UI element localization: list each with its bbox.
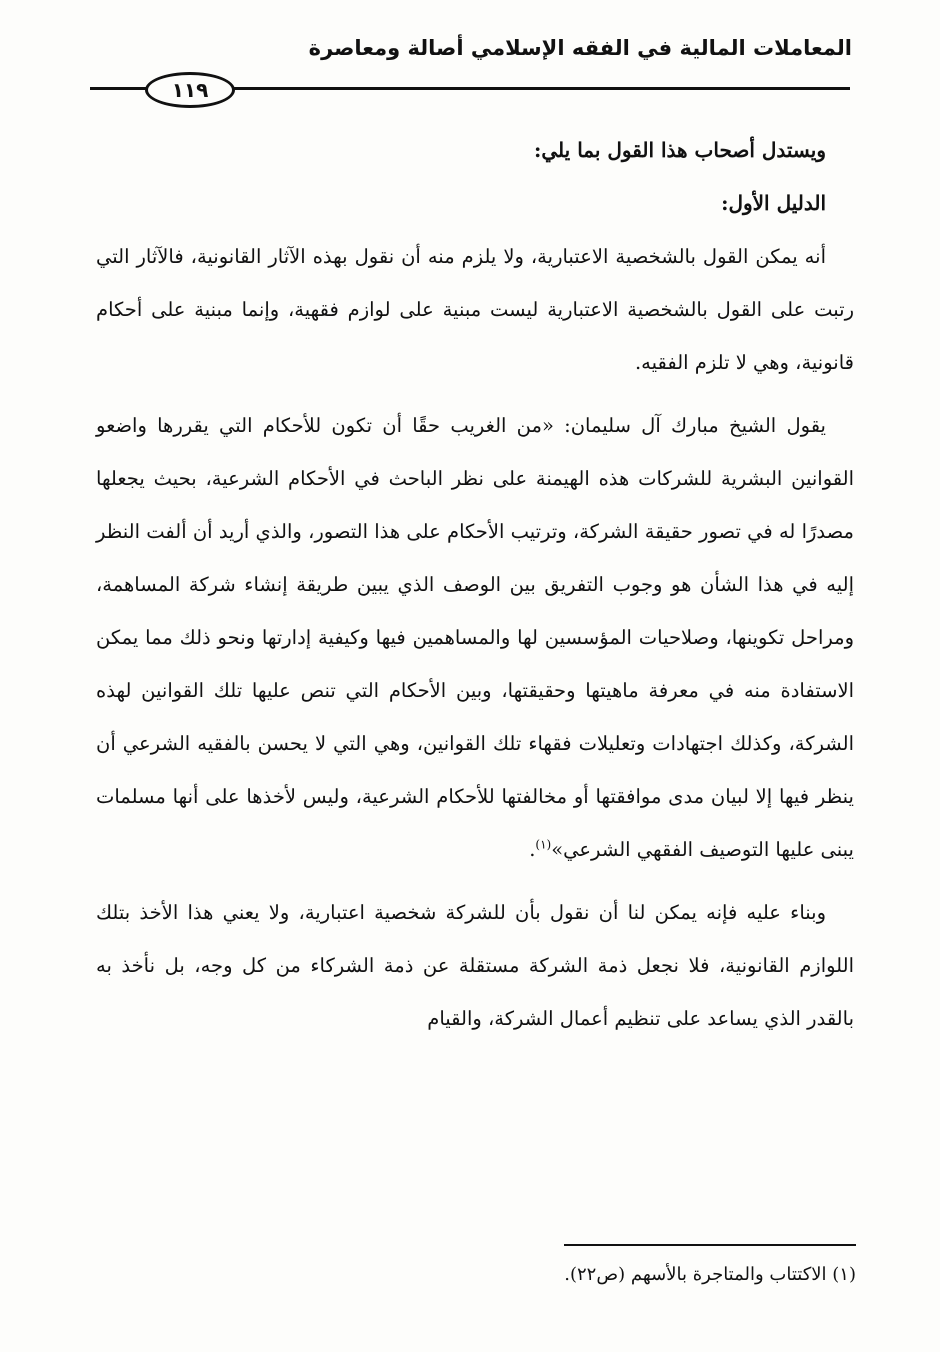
paragraph-2	[96, 399, 854, 876]
paragraph-1: أنه يمكن القول بالشخصية الاعتبارية، ولا يلزم منه أن نقول بهذه الآثار القانونية، فالآثار التي رتبت على القول بالشخصية الاعتبارية ليست مبنية على لوازم فقهية، وإنما مبنية على أحكام قانونية، وهي لا تلزم الفقيه.	[96, 245, 854, 374]
first-evidence-heading: الدليل الأول:	[721, 191, 826, 215]
intro-line: ويستدل أصحاب هذا القول بما يلي:	[533, 138, 826, 162]
paragraph-2-end: .	[529, 838, 536, 861]
footnote-reference[interactable]: (١)	[535, 837, 552, 852]
page-number: ١١٩	[145, 72, 235, 108]
paragraph-2-text: يقول الشيخ مبارك آل سليمان: «من الغريب حقًا أن تكون للأحكام التي يقررها واضعو القوانين البشرية للشركات هذه الهيمنة على نظر الباحث في الأحكام الشرعية، بحيث يجعلها مصدرًا له في تصور حقيقة الشركة، وترتيب الأحكام على هذا التصور، والذي أريد أن ألفت النظر إليه في هذا الشأن هو وجوب التفريق بين الوصف الذي يبين طريقة إنشاء شركة المساهمة، ومراحل تكوينها، وصلاحيات المؤسسين لها والمساهمين فيها وكيفية إدارتها ونحو ذلك مما يمكن الاستفادة منه في معرفة ماهيتها وحقيقتها، وبين الأحكام التي تنص عليها تلك القوانين لهذه الشركة، وكذلك اجتهادات وتعليلات فقهاء تلك القوانين، وهي التي لا يحسن بالفقيه الشرعي أن ينظر فيها إلا لبيان مدى موافقتها أو مخالفتها للأحكام الشرعية، وليس لأخذها على أنها مسلمات يبنى عليها التوصيف الفقهي الشرعي»	[96, 414, 854, 861]
page-body	[96, 124, 854, 1045]
footnote: (١) الاكتتاب والمتاجرة بالأسهم (ص٢٢).	[564, 1264, 856, 1285]
header-title: المعاملات المالية في الفقه الإسلامي أصالة ومعاصرة	[308, 36, 852, 60]
footnote-rule	[564, 1244, 856, 1246]
paragraph-3: وبناء عليه فإنه يمكن لنا أن نقول بأن للشركة شخصية اعتبارية، ولا يعني هذا الأخذ بتلك اللوازم القانونية، فلا نجعل ذمة الشركة مستقلة عن ذمة الشركاء من كل وجه، بل نأخذ به بالقدر الذي يساعد على تنظيم أعمال الشركة، والقيام	[96, 901, 854, 1030]
